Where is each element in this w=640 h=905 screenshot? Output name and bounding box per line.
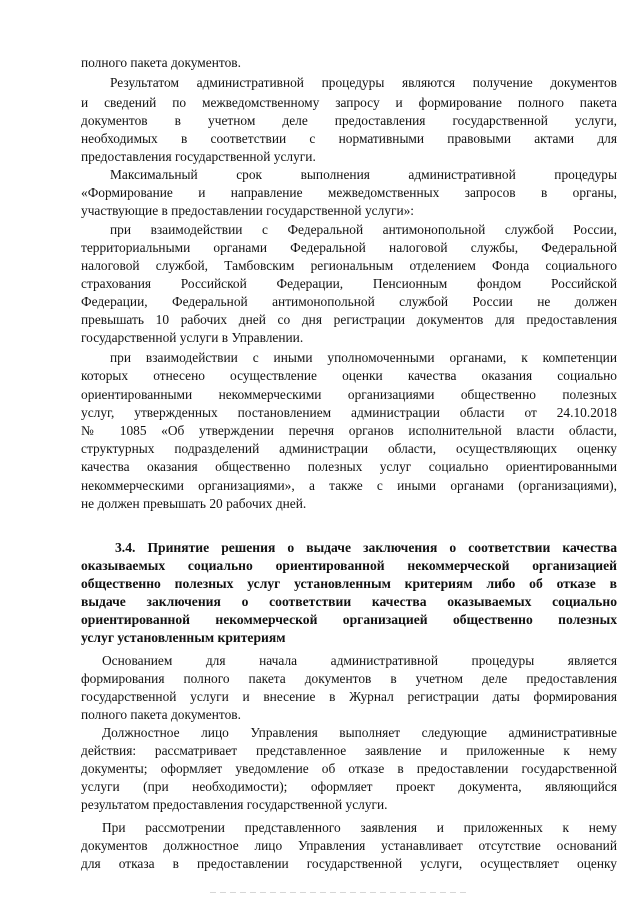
paragraph-line: при взаимодействии с Федеральной антимонопольной службой России,	[110, 222, 617, 237]
paragraph-line: полного пакета документов.	[81, 55, 241, 70]
paragraph-line: действия: рассматривает представленное заявление и приложенные к нему	[81, 743, 617, 758]
paragraph-line: Должностное лицо Управления выполняет следующие административные	[102, 725, 617, 740]
paragraph-line: документов должностное лицо Управления устанавливает отсутствие оснований	[81, 838, 617, 853]
paragraph-line: государственной услуги и внесение в Журнал регистрации даты формирования	[81, 689, 617, 704]
paragraph-line: не должен превышать 20 рабочих дней.	[81, 496, 307, 511]
paragraph-line: При рассмотрении представленного заявления и приложенных к нему	[102, 820, 617, 835]
paragraph-line: качества оказания общественно полезных услуг социально ориентированными	[81, 459, 617, 474]
paragraph-line: структурных подразделений администрации области, осуществляющих оценку	[81, 441, 617, 456]
paragraph-line: и сведений по межведомственному запросу и формирование полного пакета	[81, 95, 617, 110]
paragraph-line: документы; оформляет уведомление об отказе в предоставлении государственной	[81, 761, 617, 776]
paragraph-line: необходимых в соответствии с нормативными правовыми актами для	[81, 131, 617, 146]
paragraph-line: предоставления государственной услуги.	[81, 149, 316, 164]
section-heading: общественно полезных услуг установленным критериям либо об отказе в	[81, 576, 617, 591]
section-heading: 3.4. Принятие решения о выдаче заключения о соответствии качества	[115, 540, 617, 555]
paragraph-line: некоммерческими организациями», а также с иными органами (организациями),	[81, 478, 617, 493]
section-heading: услуг установленным критериям	[81, 630, 286, 645]
paragraph-line: которых отнесено осуществление оценки качества оказания социально	[81, 368, 617, 383]
paragraph-line: государственной услуги в Управлении.	[81, 330, 304, 345]
paragraph-line: территориальными органами Федеральной налоговой службы, Федеральной	[81, 240, 617, 255]
paragraph-line: № 1085 «Об утверждении перечня органов исполнительной власти области,	[81, 423, 617, 438]
paragraph-line: участвующие в предоставлении государственной услуги»:	[81, 203, 415, 218]
paragraph-line: формирования полного пакета документов в учетном деле предоставления	[81, 671, 617, 686]
scan-artifact	[210, 892, 470, 893]
section-heading: оказываемых социально ориентированной некоммерческой организацией	[81, 558, 617, 573]
paragraph-line: полного пакета документов.	[81, 707, 241, 722]
section-heading: выдаче заключения о соответствии качества оказываемых социально	[81, 594, 617, 609]
paragraph-line: Основанием для начала административной процедуры является	[102, 653, 617, 668]
paragraph-line: ориентированными некоммерческими организациями общественно полезных	[81, 387, 617, 402]
paragraph-line: результатом предоставления государственной услуги.	[81, 797, 388, 812]
section-heading: ориентированной некоммерческой организацией общественно полезных	[81, 612, 617, 627]
paragraph-line: при взаимодействии с иными уполномоченными органами, к компетенции	[110, 350, 617, 365]
paragraph-line: Федерации, Федеральной антимонопольной службой России не должен	[81, 294, 617, 309]
paragraph-line: страхования Российской Федерации, Пенсионным фондом Российской	[81, 276, 617, 291]
paragraph-line: налоговой службой, Тамбовским региональным отделением Фонда социального	[81, 258, 617, 273]
paragraph-line: для отказа в предоставлении государственной услуги, осуществляет оценку	[81, 856, 617, 871]
paragraph-line: Результатом административной процедуры являются получение документов	[110, 75, 617, 90]
paragraph-line: Максимальный срок выполнения административной процедуры	[110, 167, 617, 182]
paragraph-line: превышать 10 рабочих дней со дня регистрации документов для предоставления	[81, 312, 617, 327]
paragraph-line: документов в учетном деле предоставления государственной услуги,	[81, 113, 617, 128]
paragraph-line: услуги (при необходимости); оформляет проект документа, являющийся	[81, 779, 617, 794]
paragraph-line: услуг, утвержденных постановлением администрации области от 24.10.2018	[81, 405, 617, 420]
paragraph-line: «Формирование и направление межведомственных запросов в органы,	[81, 185, 617, 200]
